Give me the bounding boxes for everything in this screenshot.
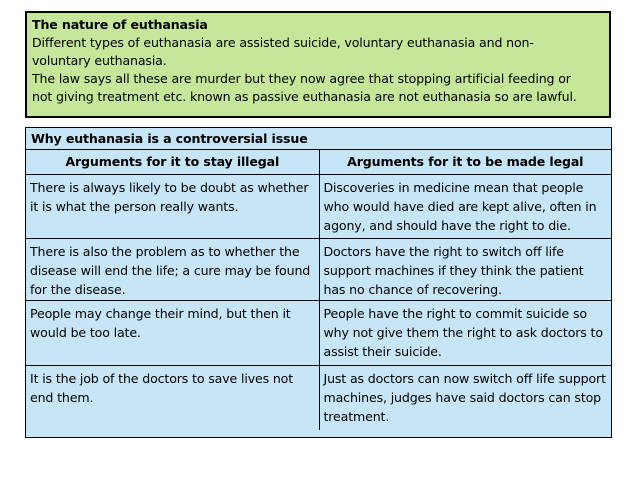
- table-row: [26, 366, 611, 430]
- argument-illegal-cell: There is always likely to be doubt as whether it is what the person really wants.: [26, 175, 319, 239]
- argument-legal-cell: Doctors have the right to switch off life support machines if they think the patient has no chance of recovering.: [319, 239, 611, 301]
- argument-illegal-cell: People may change their mind, but then it would be too late.: [26, 301, 319, 366]
- table-header-row: [26, 150, 611, 175]
- nature-text-line-3: The law says all these are murder but they now agree that stopping artificial feeding or: [32, 71, 571, 86]
- controversy-heading: Why euthanasia is a controversial issue: [26, 128, 611, 150]
- argument-legal-cell: Just as doctors can now switch off life support machines, judges have said doctors can stop treatment.: [319, 366, 611, 430]
- nature-text-line-4: not giving treatment etc. known as passive euthanasia are not euthanasia so are lawful.: [32, 89, 577, 104]
- column-header-legal: Arguments for it to be made legal: [319, 150, 611, 175]
- argument-legal-cell: Discoveries in medicine mean that people who would have died are kept alive, often in agony, and should have the right to die.: [319, 175, 611, 239]
- table-row: [26, 301, 611, 366]
- arguments-table: [26, 150, 611, 430]
- table-row: [26, 239, 611, 301]
- nature-text-line-1: Different types of euthanasia are assisted suicide, voluntary euthanasia and non-: [32, 35, 534, 50]
- nature-title: The nature of euthanasia: [32, 17, 208, 32]
- controversy-table-box: [25, 127, 612, 438]
- argument-illegal-cell: It is the job of the doctors to save lives not end them.: [26, 366, 319, 430]
- argument-illegal-cell: There is also the problem as to whether the disease will end the life; a cure may be found for the disease.: [26, 239, 319, 301]
- argument-legal-cell: People have the right to commit suicide so why not give them the right to ask doctors to assist their suicide.: [319, 301, 611, 366]
- column-header-illegal: Arguments for it to stay illegal: [26, 150, 319, 175]
- nature-text-line-2: voluntary euthanasia.: [32, 53, 167, 68]
- nature-of-euthanasia-box: [25, 11, 611, 118]
- table-row: [26, 175, 611, 239]
